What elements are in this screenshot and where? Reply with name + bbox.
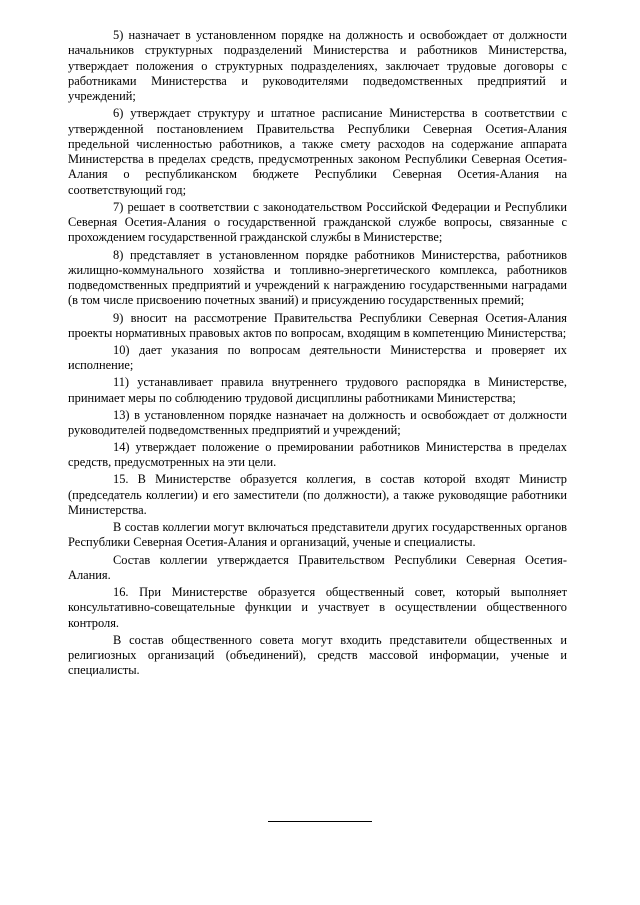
paragraph-item-14: 14) утверждает положение о премировании работников Министерства в пределах средств, предусмотренных на эти цели. — [68, 440, 567, 470]
paragraph-item-8: 8) представляет в установленном порядке работников Министерства, работников жилищно-коммунального хозяйства и топливно-энергетического комплекса, работников подведомственных предприятий и учреждений к награждению государственными наградами (в том числе присвоению почетных званий) и присуждению государственных премий; — [68, 247, 567, 308]
paragraph-collegium-members: В состав коллегии могут включаться представители других государственных органов Республики Северная Осетия-Алания и организаций, ученые и специалисты. — [68, 520, 567, 550]
paragraph-clause-15: 15. В Министерстве образуется коллегия, в состав которой входят Министр (председатель коллегии) и его заместители (по должности), а также руководящие работники Министерства. — [68, 472, 567, 518]
paragraph-item-7: 7) решает в соответствии с законодательством Российской Федерации и Республики Северная Осетия-Алания о государственной гражданской службе вопросы, связанные с прохождением государственной гражданской службы в Министерстве; — [68, 199, 567, 245]
end-separator-line — [268, 821, 372, 822]
document-body — [68, 28, 567, 680]
paragraph-item-5: 5) назначает в установленном порядке на должность и освобождает от должности начальников структурных подразделений Министерства и работников Министерства, утверждает положения о структурных подразделениях, заключает трудовые договоры с работниками Министерства и руководителями подведомственных предприятий и учреждений; — [68, 28, 567, 104]
paragraph-item-13: 13) в установленном порядке назначает на должность и освобождает от должности руководителей подведомственных предприятий и учреждений; — [68, 407, 567, 437]
paragraph-item-10: 10) дает указания по вопросам деятельности Министерства и проверяет их исполнение; — [68, 342, 567, 373]
paragraph-collegium-approval: Состав коллегии утверждается Правительством Республики Северная Осетия-Алания. — [68, 552, 567, 582]
paragraph-item-11: 11) устанавливает правила внутреннего трудового распорядка в Министерстве, принимает меры по соблюдению трудовой дисциплины работниками Министерства; — [68, 375, 567, 405]
paragraph-clause-16: 16. При Министерстве образуется общественный совет, который выполняет консультативно-совещательные функции и участвует в осуществлении общественного контроля. — [68, 584, 567, 630]
paragraph-item-6: 6) утверждает структуру и штатное расписание Министерства в соответствии с утвержденной постановлением Правительства Республики Северная Осетия-Алания предельной численностью работников, а также смету расходов на содержание аппарата Министерства в пределах средств, предусмотренных законом Республики Северная Осетия-Алания о республиканском бюджете Республики Северная Осетия-Алания на соответствующий год; — [68, 106, 567, 197]
paragraph-public-council-members: В состав общественного совета могут входить представители общественных и религиозных организаций (объединений), средств массовой информации, ученые и специалисты. — [68, 632, 567, 678]
paragraph-item-9: 9) вносит на рассмотрение Правительства Республики Северная Осетия-Алания проекты нормативных правовых актов по вопросам, входящим в компетенцию Министерства; — [68, 310, 567, 340]
